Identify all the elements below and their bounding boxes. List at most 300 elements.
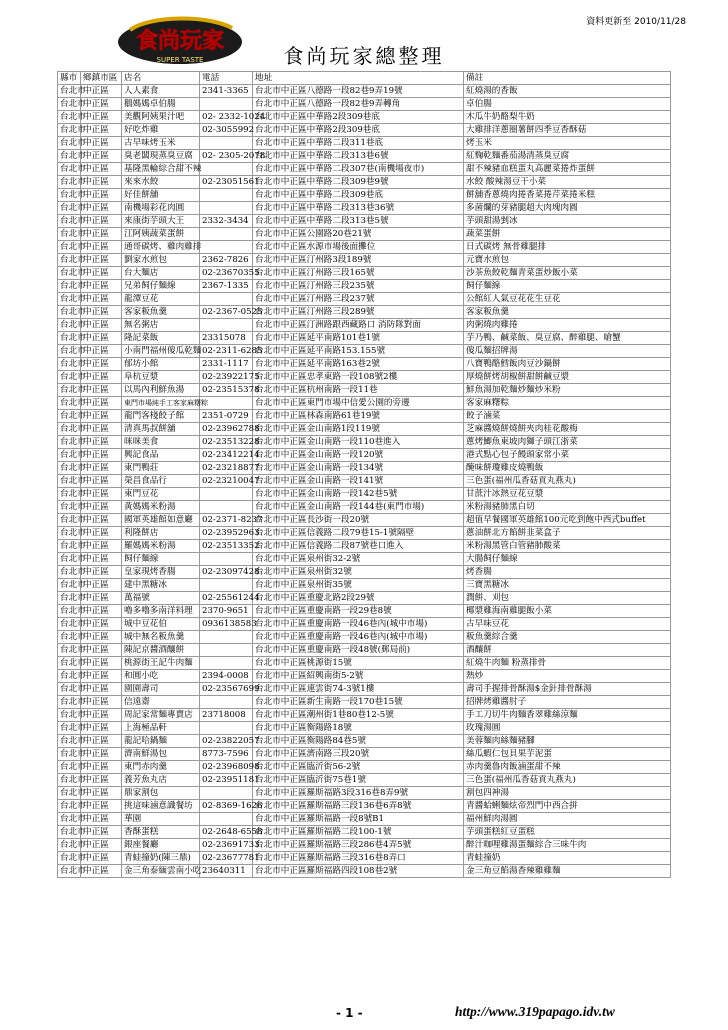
table-row bbox=[58, 98, 671, 111]
cell-city: 台北市 bbox=[58, 865, 81, 878]
cell-district: 中正區 bbox=[81, 306, 122, 319]
cell-store: 好佳餅舖 bbox=[122, 189, 200, 202]
cell-store: 清真馬叔餅舖 bbox=[122, 423, 200, 436]
cell-city: 台北市 bbox=[58, 839, 81, 852]
cell-notes: 紅燒湯的香飯 bbox=[464, 85, 671, 98]
cell-district: 中正區 bbox=[81, 137, 122, 150]
cell-district: 中正區 bbox=[81, 384, 122, 397]
cell-store: 小南門福州傻瓜乾麵 bbox=[122, 345, 200, 358]
cell-phone: 02-23513352 bbox=[200, 540, 253, 553]
cell-notes: 醃味餅瓊雞皮燒鴨飯 bbox=[464, 462, 671, 475]
cell-district: 中正區 bbox=[81, 124, 122, 137]
table-row bbox=[58, 553, 671, 566]
cell-notes: 壽司手握排骨酥湯$金針排骨酥湯 bbox=[464, 683, 671, 696]
cell-store: 上海極品軒 bbox=[122, 722, 200, 735]
cell-notes: 鮮魚湯加乾麵炒麵炒米粉 bbox=[464, 384, 671, 397]
cell-address: 台北市中正區汀洲路跟西藏路口 消防隊對面 bbox=[253, 319, 464, 332]
cell-store: 江阿姨蔬菜蛋餅 bbox=[122, 228, 200, 241]
cell-district: 中正區 bbox=[81, 644, 122, 657]
cell-city: 台北市 bbox=[58, 618, 81, 631]
table-row bbox=[58, 228, 671, 241]
cell-district: 中正區 bbox=[81, 150, 122, 163]
cell-phone bbox=[200, 644, 253, 657]
cell-district: 中正區 bbox=[81, 280, 122, 293]
page-title: 食尚玩家總整理 bbox=[283, 44, 445, 68]
cell-phone bbox=[200, 631, 253, 644]
table-row bbox=[58, 618, 671, 631]
cell-city: 台北市 bbox=[58, 254, 81, 267]
cell-address: 台北市中正區信義路二段87號巷口進入 bbox=[253, 540, 464, 553]
cell-district: 中正區 bbox=[81, 241, 122, 254]
col-header-address: 地址 bbox=[253, 72, 464, 85]
cell-store: 郁坊小館 bbox=[122, 358, 200, 371]
cell-city: 台北市 bbox=[58, 553, 81, 566]
cell-address: 台北市中正區重慶南路一段46巷內(城中市場) bbox=[253, 631, 464, 644]
cell-city: 台北市 bbox=[58, 709, 81, 722]
cell-store: 無名粥店 bbox=[122, 319, 200, 332]
cell-city: 台北市 bbox=[58, 488, 81, 501]
cell-notes: 飼仔麵線 bbox=[464, 280, 671, 293]
table-row bbox=[58, 475, 671, 488]
cell-phone: 23315078 bbox=[200, 332, 253, 345]
cell-district: 中正區 bbox=[81, 657, 122, 670]
table-row bbox=[58, 631, 671, 644]
table-row bbox=[58, 852, 671, 865]
cell-store: 客家粄魚羹 bbox=[122, 306, 200, 319]
table-row bbox=[58, 319, 671, 332]
cell-city: 台北市 bbox=[58, 670, 81, 683]
cell-district: 中正區 bbox=[81, 254, 122, 267]
cell-phone bbox=[200, 137, 253, 150]
cell-district: 中正區 bbox=[81, 774, 122, 787]
cell-store: 萬福號 bbox=[122, 592, 200, 605]
cell-district: 中正區 bbox=[81, 462, 122, 475]
table-row bbox=[58, 124, 671, 137]
cell-store: 兄弟飼仔麵線 bbox=[122, 280, 200, 293]
cell-notes: 多菌爛的芽豬腿超大肉塊肉圓 bbox=[464, 202, 671, 215]
cell-store: 古早味烤玉米 bbox=[122, 137, 200, 150]
cell-notes: 甘蔗汁冰熱豆花豆漿 bbox=[464, 488, 671, 501]
cell-district: 中正區 bbox=[81, 293, 122, 306]
cell-city: 台北市 bbox=[58, 787, 81, 800]
cell-phone: 02-23822057 bbox=[200, 735, 253, 748]
cell-address: 台北市中正區中華路二段313巷5號 bbox=[253, 215, 464, 228]
cell-phone: 02-23515378 bbox=[200, 384, 253, 397]
cell-phone bbox=[200, 696, 253, 709]
cell-notes: 醉汁咖哩雞湯蛋麵綜合三味牛肉 bbox=[464, 839, 671, 852]
cell-store: 通哥碳烤、雞肉雞排 bbox=[122, 241, 200, 254]
cell-city: 台北市 bbox=[58, 657, 81, 670]
cell-city: 台北市 bbox=[58, 722, 81, 735]
cell-city: 台北市 bbox=[58, 98, 81, 111]
cell-city: 台北市 bbox=[58, 800, 81, 813]
cell-district: 中正區 bbox=[81, 722, 122, 735]
cell-address: 台北市中正區信義路二段79巷15-1號隔壁 bbox=[253, 527, 464, 540]
cell-address: 台北市中正區延平南路101巷1號 bbox=[253, 332, 464, 345]
cell-district: 中正區 bbox=[81, 189, 122, 202]
table-row bbox=[58, 163, 671, 176]
cell-city: 台北市 bbox=[58, 774, 81, 787]
cell-store: 來康街芋頭大王 bbox=[122, 215, 200, 228]
cell-address: 台北市中正區中華路二段313巷6號 bbox=[253, 150, 464, 163]
cell-store: 鼎家割包 bbox=[122, 787, 200, 800]
cell-city: 台北市 bbox=[58, 215, 81, 228]
table-row bbox=[58, 826, 671, 839]
cell-address: 台北市中正區羅斯福路三段136巷6弄8號 bbox=[253, 800, 464, 813]
col-header-phone: 電話 bbox=[200, 72, 253, 85]
table-row bbox=[58, 605, 671, 618]
cell-store: 龍門客棧餃子館 bbox=[122, 410, 200, 423]
col-header-city: 縣市 bbox=[58, 72, 81, 85]
cell-address: 台北市中正區金山南路一段141號 bbox=[253, 475, 464, 488]
table-row bbox=[58, 514, 671, 527]
cell-notes: 三色蛋(福州瓜香菇貢丸燕丸) bbox=[464, 475, 671, 488]
cell-notes: 赤肉羹魯肉飯滷蛋甜不辣 bbox=[464, 761, 671, 774]
cell-store: 美觀阿姨果汁吧 bbox=[122, 111, 200, 124]
cell-phone: 02-23962788 bbox=[200, 423, 253, 436]
cell-store: 榮昌食品行 bbox=[122, 475, 200, 488]
cell-city: 台北市 bbox=[58, 449, 81, 462]
cell-notes: 蔬菜蛋餅 bbox=[464, 228, 671, 241]
cell-city: 台北市 bbox=[58, 111, 81, 124]
cell-notes: 手工刀切牛肉麵香翠雞絲涼麵 bbox=[464, 709, 671, 722]
col-header-district: 鄉鎮市區 bbox=[81, 72, 122, 85]
table-row bbox=[58, 527, 671, 540]
cell-phone: 02-23670355 bbox=[200, 267, 253, 280]
cell-phone: 02-2367-0525 bbox=[200, 306, 253, 319]
cell-district: 中正區 bbox=[81, 735, 122, 748]
cell-store: 利隆餅店 bbox=[122, 527, 200, 540]
table-row bbox=[58, 241, 671, 254]
cell-store: 挑這味滷意識餐坊 bbox=[122, 800, 200, 813]
cell-phone: 02- 2332-1024 bbox=[200, 111, 253, 124]
cell-city: 台北市 bbox=[58, 735, 81, 748]
cell-store: 東門鴨莊 bbox=[122, 462, 200, 475]
cell-address: 台北市中正區林森南路61巷19號 bbox=[253, 410, 464, 423]
svg-text:食尚玩家: 食尚玩家 bbox=[135, 29, 225, 54]
cell-notes: 潤餅、刈包 bbox=[464, 592, 671, 605]
cell-notes: 蔥烤鯽魚東坡肉獅子頭江浙菜 bbox=[464, 436, 671, 449]
cell-address: 台北市中正區臨沂街56-2號 bbox=[253, 761, 464, 774]
cell-address: 台北市中正區中華路二段309巷底 bbox=[253, 189, 464, 202]
cell-store: 周記家常麵專賣店 bbox=[122, 709, 200, 722]
table-row bbox=[58, 254, 671, 267]
cell-notes: 青蛙撞奶 bbox=[464, 852, 671, 865]
cell-city: 台北市 bbox=[58, 371, 81, 384]
cell-phone: 2351-0729 bbox=[200, 410, 253, 423]
cell-city: 台北市 bbox=[58, 566, 81, 579]
cell-phone: 02-2371-8237 bbox=[200, 514, 253, 527]
cell-address: 台北市中正區中華路二段313巷36號 bbox=[253, 202, 464, 215]
cell-phone bbox=[200, 98, 253, 111]
cell-district: 中正區 bbox=[81, 371, 122, 384]
cell-notes: 客家麻糬粽 bbox=[464, 397, 671, 410]
cell-notes: 米粉湯豬肺黑白切 bbox=[464, 501, 671, 514]
table-row bbox=[58, 332, 671, 345]
cell-notes: 港式點心包子饅頭家常小菜 bbox=[464, 449, 671, 462]
cell-store: 園園壽司 bbox=[122, 683, 200, 696]
table-row bbox=[58, 280, 671, 293]
cell-phone: 02-23922175 bbox=[200, 371, 253, 384]
cell-district: 中正區 bbox=[81, 631, 122, 644]
cell-district: 中正區 bbox=[81, 397, 122, 410]
cell-city: 台北市 bbox=[58, 241, 81, 254]
cell-address: 台北市中正區新生南路一段170巷15號 bbox=[253, 696, 464, 709]
site-url-link[interactable]: http://www.319papago.idv.tw bbox=[455, 1004, 615, 1019]
table-row bbox=[58, 800, 671, 813]
cell-address: 台北市中正區羅斯福路四段108巷2號 bbox=[253, 865, 464, 878]
cell-address: 台北市中正區延平南路153.155號 bbox=[253, 345, 464, 358]
cell-phone: 2367-1335 bbox=[200, 280, 253, 293]
cell-city: 台北市 bbox=[58, 475, 81, 488]
cell-notes: 卓伯腸 bbox=[464, 98, 671, 111]
cell-address: 台北市中正區金山南路一段144巷(東門市場) bbox=[253, 501, 464, 514]
cell-district: 中正區 bbox=[81, 709, 122, 722]
cell-notes: 餃子滷菜 bbox=[464, 410, 671, 423]
table-row bbox=[58, 423, 671, 436]
cell-district: 中正區 bbox=[81, 332, 122, 345]
table-row bbox=[58, 501, 671, 514]
cell-notes: 元寶水煎包 bbox=[464, 254, 671, 267]
cell-notes: 粄魚羹綜合羹 bbox=[464, 631, 671, 644]
cell-phone: 02-23210047 bbox=[200, 475, 253, 488]
table-row bbox=[58, 670, 671, 683]
cell-address: 台北市中正區中華路二段311巷底 bbox=[253, 137, 464, 150]
cell-phone bbox=[200, 657, 253, 670]
cell-district: 中正區 bbox=[81, 410, 122, 423]
cell-city: 台北市 bbox=[58, 644, 81, 657]
table-row bbox=[58, 774, 671, 787]
table-row bbox=[58, 293, 671, 306]
cell-store: 興記食品 bbox=[122, 449, 200, 462]
cell-address: 台北市中正區羅斯福路一段8號B1 bbox=[253, 813, 464, 826]
cell-address: 台北市中正區中華路2段309巷底 bbox=[253, 124, 464, 137]
cell-notes: 八寶鴨酪鱈飯肉豆沙鍋餅 bbox=[464, 358, 671, 371]
cell-city: 台北市 bbox=[58, 501, 81, 514]
cell-notes: 米粉湯黑管白管豬肺酸菜 bbox=[464, 540, 671, 553]
cell-city: 台北市 bbox=[58, 319, 81, 332]
cell-phone: 23640311 bbox=[200, 865, 253, 878]
cell-notes: 烤玉米 bbox=[464, 137, 671, 150]
cell-district: 中正區 bbox=[81, 839, 122, 852]
cell-city: 台北市 bbox=[58, 462, 81, 475]
cell-phone: 2394-0008 bbox=[200, 670, 253, 683]
cell-address: 台北市中正區汀州路三段235號 bbox=[253, 280, 464, 293]
cell-notes: 酒釀餅 bbox=[464, 644, 671, 657]
cell-notes: 大雞排洋蔥圈薯餅四季豆香酥菇 bbox=[464, 124, 671, 137]
cell-store: 東門赤肉羹 bbox=[122, 761, 200, 774]
cell-notes: 芋頭蛋糕紅豆蛋糕 bbox=[464, 826, 671, 839]
cell-district: 中正區 bbox=[81, 670, 122, 683]
table-row bbox=[58, 449, 671, 462]
cell-district: 中正區 bbox=[81, 605, 122, 618]
cell-phone: 23718008 bbox=[200, 709, 253, 722]
cell-address: 台北市中正區公園路20巷21號 bbox=[253, 228, 464, 241]
update-date: 資料更新至 2010/11/28 bbox=[586, 17, 686, 27]
page-number: - 1 - bbox=[336, 1006, 363, 1020]
restaurant-table bbox=[57, 71, 671, 878]
cell-district: 中正區 bbox=[81, 800, 122, 813]
cell-city: 台北市 bbox=[58, 540, 81, 553]
cell-address: 台北市中正區羅斯福路3段316巷8弄9號 bbox=[253, 787, 464, 800]
cell-phone: 2362-7826 bbox=[200, 254, 253, 267]
cell-phone: 02-23097428 bbox=[200, 566, 253, 579]
cell-store: 台大麵店 bbox=[122, 267, 200, 280]
cell-notes: 甜不辣豬血糕蛋丸高麗菜捲炸蛋餅 bbox=[464, 163, 671, 176]
cell-notes: 烤香腸 bbox=[464, 566, 671, 579]
cell-store: 羅媽媽米粉湯 bbox=[122, 540, 200, 553]
cell-address: 台北市中正區水源市場後面攤位 bbox=[253, 241, 464, 254]
cell-notes: 芝麻醬燒餅燒餅夾肉桂花酸梅 bbox=[464, 423, 671, 436]
cell-city: 台北市 bbox=[58, 436, 81, 449]
cell-address: 台北市中正區杭州南路一段11巷 bbox=[253, 384, 464, 397]
cell-phone bbox=[200, 163, 253, 176]
cell-city: 台北市 bbox=[58, 605, 81, 618]
cell-phone: 2331-1117 bbox=[200, 358, 253, 371]
cell-address: 台北市中正區忠孝東路一段108號2樓 bbox=[253, 371, 464, 384]
cell-district: 中正區 bbox=[81, 527, 122, 540]
table-row bbox=[58, 371, 671, 384]
table-row bbox=[58, 787, 671, 800]
cell-notes: 肉粥燒肉雞捲 bbox=[464, 319, 671, 332]
cell-city: 台北市 bbox=[58, 228, 81, 241]
cell-notes: 三寶黑糖冰 bbox=[464, 579, 671, 592]
cell-address: 台北市中正區八德路一段82巷9弄19號 bbox=[253, 85, 464, 98]
cell-store: 飼仔麵線 bbox=[122, 553, 200, 566]
cell-store: 臭老闆現蒸臭豆腐 bbox=[122, 150, 200, 163]
table-row bbox=[58, 683, 671, 696]
cell-address: 台北市中正區紹興南街5-2號 bbox=[253, 670, 464, 683]
cell-notes: 傻瓜麵招牌湯 bbox=[464, 345, 671, 358]
cell-district: 中正區 bbox=[81, 98, 122, 111]
svg-text:SUPER TASTE: SUPER TASTE bbox=[156, 56, 204, 64]
cell-phone: 2370-9651 bbox=[200, 605, 253, 618]
col-header-notes: 備註 bbox=[464, 72, 671, 85]
cell-district: 中正區 bbox=[81, 683, 122, 696]
cell-store: 好吃炸雞 bbox=[122, 124, 200, 137]
cell-notes: 熱炒 bbox=[464, 670, 671, 683]
table-row bbox=[58, 813, 671, 826]
table-row bbox=[58, 436, 671, 449]
cell-phone: 02-3055992 bbox=[200, 124, 253, 137]
cell-address: 台北市中正區濟南路三段20號 bbox=[253, 748, 464, 761]
cell-district: 中正區 bbox=[81, 592, 122, 605]
cell-store: 南機場彩花肉圓 bbox=[122, 202, 200, 215]
cell-store: 龍記哈鍋麵 bbox=[122, 735, 200, 748]
cell-store: 皇家現烤香腸 bbox=[122, 566, 200, 579]
table-row bbox=[58, 410, 671, 423]
cell-phone: 02-23412214 bbox=[200, 449, 253, 462]
cell-notes: 芋頭甜湯剉冰 bbox=[464, 215, 671, 228]
cell-address: 台北市中正區金山南路一段134號 bbox=[253, 462, 464, 475]
table-row bbox=[58, 137, 671, 150]
cell-address: 台北市中正區桃源街15號 bbox=[253, 657, 464, 670]
cell-district: 中正區 bbox=[81, 449, 122, 462]
cell-notes: 絲瓜蝦仁包貝果芋泥蛋 bbox=[464, 748, 671, 761]
cell-city: 台北市 bbox=[58, 410, 81, 423]
cell-address: 台北市中正區重慶南路一段46巷內(城中市場) bbox=[253, 618, 464, 631]
cell-address: 台北市中正區金山南路一段120號 bbox=[253, 449, 464, 462]
cell-notes: 超值早餐國軍英雄館100元吃到飽中西式buffet bbox=[464, 514, 671, 527]
cell-store: 建中黑糖冰 bbox=[122, 579, 200, 592]
cell-store: 銀座餐廳 bbox=[122, 839, 200, 852]
cell-store: 鵝媽媽卓伯腸 bbox=[122, 98, 200, 111]
cell-notes: 古早味豆花 bbox=[464, 618, 671, 631]
cell-store: 義芳魚丸店 bbox=[122, 774, 200, 787]
table-row bbox=[58, 488, 671, 501]
table-row bbox=[58, 111, 671, 124]
cell-notes: 芋乃鴨、鹹菜飯、臭豆腐、醉雞腿、嗆蟹 bbox=[464, 332, 671, 345]
cell-store: 東門市場純手工客家麻糬粽 bbox=[122, 397, 200, 410]
cell-notes: 招牌烤雞醬肘子 bbox=[464, 696, 671, 709]
cell-city: 台北市 bbox=[58, 345, 81, 358]
cell-notes: 水餃 酸辣湯豆干小菜 bbox=[464, 176, 671, 189]
cell-notes: 沙茶魚餃乾麵青菜蛋炒飯小菜 bbox=[464, 267, 671, 280]
cell-district: 中正區 bbox=[81, 163, 122, 176]
cell-store: 隆記菜飯 bbox=[122, 332, 200, 345]
cell-phone bbox=[200, 501, 253, 514]
cell-district: 中正區 bbox=[81, 748, 122, 761]
cell-phone: 02-23951181 bbox=[200, 774, 253, 787]
cell-address: 台北市中正區潮州街1巷80巷12-5號 bbox=[253, 709, 464, 722]
cell-city: 台北市 bbox=[58, 592, 81, 605]
cell-store: 國軍英雄館如意廳 bbox=[122, 514, 200, 527]
cell-district: 中正區 bbox=[81, 345, 122, 358]
cell-phone: 02-23218877 bbox=[200, 462, 253, 475]
cell-address: 台北市中正區八德路一段82巷9弄轉角 bbox=[253, 98, 464, 111]
table-row bbox=[58, 644, 671, 657]
cell-district: 中正區 bbox=[81, 475, 122, 488]
cell-address: 台北市中正區金山南路一段110巷進入 bbox=[253, 436, 464, 449]
cell-district: 中正區 bbox=[81, 488, 122, 501]
table-row bbox=[58, 85, 671, 98]
cell-notes: 紅麴乾麵番茄湯清蒸臭豆腐 bbox=[464, 150, 671, 163]
table-row bbox=[58, 722, 671, 735]
table-row bbox=[58, 540, 671, 553]
cell-city: 台北市 bbox=[58, 631, 81, 644]
table-row bbox=[58, 202, 671, 215]
cell-phone bbox=[200, 189, 253, 202]
cell-district: 中正區 bbox=[81, 215, 122, 228]
cell-city: 台北市 bbox=[58, 761, 81, 774]
cell-city: 台北市 bbox=[58, 358, 81, 371]
cell-city: 台北市 bbox=[58, 423, 81, 436]
cell-store: 城中無名粄魚羹 bbox=[122, 631, 200, 644]
cell-district: 中正區 bbox=[81, 358, 122, 371]
cell-city: 台北市 bbox=[58, 397, 81, 410]
table-row bbox=[58, 176, 671, 189]
cell-phone: 0936138583 bbox=[200, 618, 253, 631]
cell-district: 中正區 bbox=[81, 566, 122, 579]
cell-address: 台北市中正區羅斯福路三段316巷8弄口 bbox=[253, 852, 464, 865]
cell-district: 中正區 bbox=[81, 176, 122, 189]
cell-district: 中正區 bbox=[81, 852, 122, 865]
cell-district: 中正區 bbox=[81, 826, 122, 839]
cell-city: 台北市 bbox=[58, 150, 81, 163]
cell-store: 金三角泰緬雲南小吃 bbox=[122, 865, 200, 878]
cell-city: 台北市 bbox=[58, 852, 81, 865]
table-row bbox=[58, 592, 671, 605]
cell-notes: 大腸飼仔麵線 bbox=[464, 553, 671, 566]
cell-address: 台北市中正區泉州街32號 bbox=[253, 566, 464, 579]
table-row bbox=[58, 462, 671, 475]
cell-store: 嚕多嚕多南洋料理 bbox=[122, 605, 200, 618]
cell-address: 台北市中正區汀州路三段289號 bbox=[253, 306, 464, 319]
table-row bbox=[58, 761, 671, 774]
cell-address: 台北市中正區羅斯福路二段100-1號 bbox=[253, 826, 464, 839]
cell-phone: 02-2311-6285 bbox=[200, 345, 253, 358]
cell-store: 香酥蛋糕 bbox=[122, 826, 200, 839]
